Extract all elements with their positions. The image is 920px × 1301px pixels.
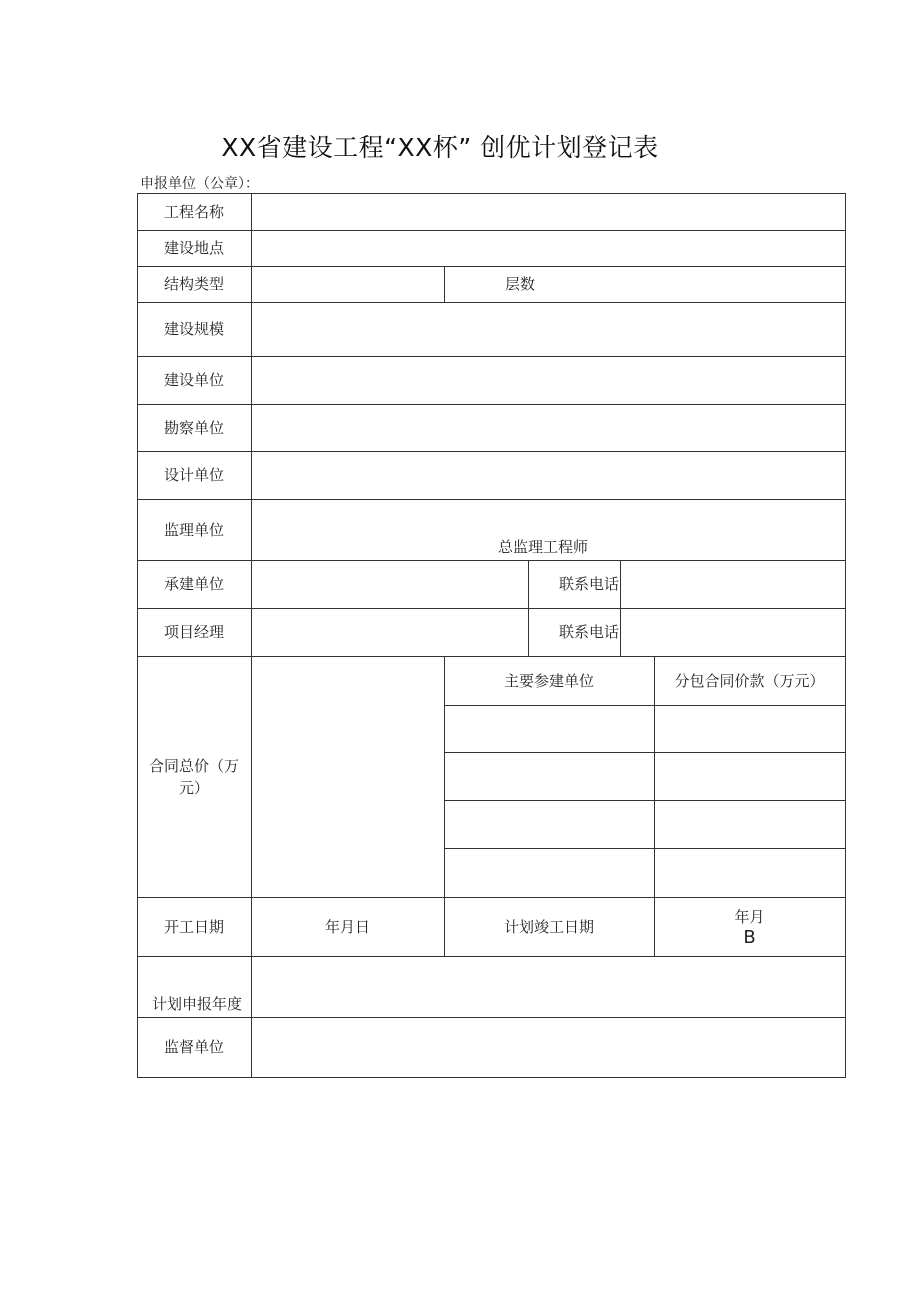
field-survey-unit[interactable] (251, 404, 846, 452)
completion-value-line2: B (743, 926, 756, 948)
field-planned-year[interactable] (251, 956, 846, 1018)
field-structure-type[interactable] (251, 266, 445, 303)
field-floors[interactable]: 层数 (444, 266, 846, 303)
label-structure-type: 结构类型 (137, 266, 252, 303)
field-contact-phone-2[interactable] (620, 608, 846, 657)
label-project-manager: 项目经理 (137, 608, 252, 657)
field-participant-3[interactable] (444, 800, 655, 849)
label-supervising-unit: 监督单位 (137, 1017, 252, 1078)
label-design-unit: 设计单位 (137, 451, 252, 500)
label-planned-completion: 计划竣工日期 (444, 897, 655, 957)
label-contact-phone-1: 联系电话 (528, 560, 621, 609)
label-project-name: 工程名称 (137, 193, 252, 231)
page-title: XX省建设工程“XX杯” 创优计划登记表 (221, 133, 659, 162)
label-contact-phone-2: 联系电话 (528, 608, 621, 657)
field-project-manager[interactable] (251, 608, 529, 657)
contract-total-line1: 合同总价（万 (148, 756, 239, 775)
contract-total-line2: 元） (178, 778, 209, 797)
completion-value-line1: 年月 (734, 907, 765, 926)
field-contact-phone-1[interactable] (620, 560, 846, 609)
field-contract-total[interactable] (251, 656, 445, 898)
field-project-name[interactable] (251, 193, 846, 231)
field-owner-unit[interactable] (251, 356, 846, 405)
label-owner-unit: 建设单位 (137, 356, 252, 405)
label-start-date: 开工日期 (137, 897, 252, 957)
header-main-participants: 主要参建单位 (444, 656, 655, 706)
field-subcontract-price-2[interactable] (654, 752, 846, 801)
applicant-label: 申报单位（公章）： (140, 176, 259, 192)
field-supervising-unit[interactable] (251, 1017, 846, 1078)
field-construction-site[interactable] (251, 230, 846, 267)
label-planned-year: 计划申报年度 (137, 956, 252, 1018)
field-contractor-unit[interactable] (251, 560, 529, 609)
field-participant-4[interactable] (444, 848, 655, 898)
label-contract-total (137, 656, 252, 898)
label-construction-site: 建设地点 (137, 230, 252, 267)
field-subcontract-price-3[interactable] (654, 800, 846, 849)
field-subcontract-price-4[interactable] (654, 848, 846, 898)
header-subcontract-price: 分包合同价款（万元） (654, 656, 846, 706)
label-contractor-unit: 承建单位 (137, 560, 252, 609)
field-planned-completion[interactable] (654, 897, 846, 957)
label-construction-scale: 建设规模 (137, 302, 252, 357)
field-supervision-unit[interactable] (251, 499, 846, 561)
chief-supervisor-label: 总监理工程师 (498, 538, 589, 556)
field-design-unit[interactable] (251, 451, 846, 500)
field-participant-2[interactable] (444, 752, 655, 801)
label-supervision-unit: 监理单位 (137, 499, 252, 561)
field-construction-scale[interactable] (251, 302, 846, 357)
field-subcontract-price-1[interactable] (654, 705, 846, 753)
field-participant-1[interactable] (444, 705, 655, 753)
field-start-date[interactable]: 年月日 (251, 897, 445, 957)
label-survey-unit: 勘察单位 (137, 404, 252, 452)
